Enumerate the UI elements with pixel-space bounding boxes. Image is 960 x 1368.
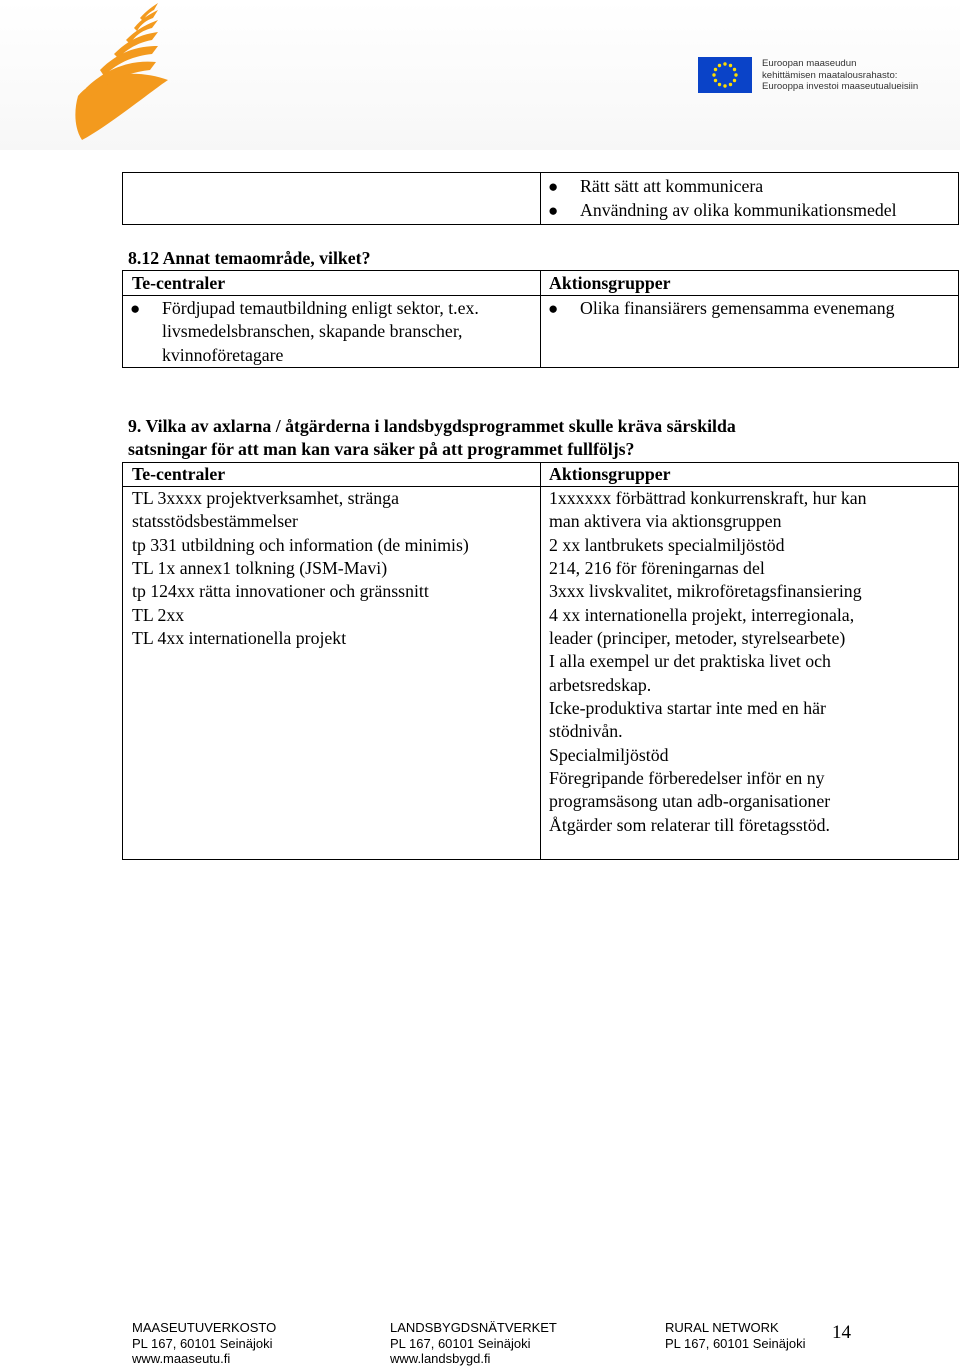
cell-line: tp 124xx rätta innovationer och gränssnitt xyxy=(132,581,429,601)
section-heading-line: 9. Vilka av axlarna / åtgärderna i landsbygdsprogrammet skulle kräva särskilda xyxy=(128,416,736,436)
cell-line: arbetsredskap. xyxy=(549,675,652,695)
list-item: Rätt sätt att kommunicera xyxy=(580,176,764,196)
list-item-line: livsmedelsbranschen, skapande branscher, xyxy=(162,321,463,341)
list-item-line: kvinnoföretagare xyxy=(162,345,284,365)
cell-line: tp 331 utbildning och information (de minimis) xyxy=(132,535,469,555)
leaf-logo-icon xyxy=(70,0,170,145)
eu-logo-line: Eurooppa investoi maaseutualueisiin xyxy=(762,81,919,92)
column-header: Te-centraler xyxy=(132,273,226,293)
cell-line: Föregripande förberedelser inför en ny xyxy=(549,768,825,788)
cell-line: Åtgärder som relaterar till företagsstöd. xyxy=(549,815,830,835)
section-heading-line: satsningar för att man kan vara säker på att programmet fullföljs? xyxy=(128,439,635,459)
table1-left-border xyxy=(122,172,123,225)
bullet-icon: ● xyxy=(548,177,559,196)
bullet-icon: ● xyxy=(548,299,559,318)
footer-column-rural-network xyxy=(665,1320,805,1351)
eu-logo-line: kehittämisen maatalousrahasto: xyxy=(762,69,898,81)
cell-line: TL 1x annex1 tolkning (JSM-Mavi) xyxy=(132,558,388,578)
cell-line: 214, 216 för föreningarnas del xyxy=(549,558,765,578)
cell-line: 2 xx lantbrukets specialmiljöstöd xyxy=(549,535,785,555)
footer-column-landsbygdsnatverket xyxy=(390,1320,557,1367)
column-header: Te-centraler xyxy=(132,464,226,484)
eu-flag-icon xyxy=(698,57,752,93)
eu-logo-line: Euroopan maaseudun xyxy=(762,58,857,69)
cell-line: man aktivera via aktionsgruppen xyxy=(549,511,782,531)
table3-left-border xyxy=(122,462,123,860)
table3-divider xyxy=(540,462,541,860)
cell-line: 3xxx livskvalitet, mikroföretagsfinansiering xyxy=(549,581,862,601)
cell-line: leader (principer, metoder, styrelsearbete) xyxy=(549,628,846,648)
table1-right-border xyxy=(958,172,959,225)
cell-line: Specialmiljöstöd xyxy=(549,745,669,765)
cell-line: stödnivån. xyxy=(549,721,623,741)
table1-divider xyxy=(540,172,541,225)
cell-line: I alla exempel ur det praktiska livet och xyxy=(549,651,831,671)
cell-line: programsäsong utan adb-organisationer xyxy=(549,791,831,811)
table2-divider xyxy=(540,270,541,368)
table2-left-border xyxy=(122,270,123,368)
footer-org-name: MAASEUTUVERKOSTO xyxy=(132,1320,277,1335)
eu-logo-text xyxy=(762,58,957,93)
footer-address: PL 167, 60101 Seinäjoki xyxy=(132,1335,273,1351)
section-heading: 8.12 Annat temaområde, vilket? xyxy=(128,248,371,268)
cell-line: Icke-produktiva startar inte med en här xyxy=(549,698,826,718)
cell-line: TL 2xx xyxy=(132,605,185,625)
footer-address: PL 167, 60101 Seinäjoki xyxy=(665,1335,806,1351)
cell-line: TL 4xx internationella projekt xyxy=(132,628,347,648)
column-header: Aktionsgrupper xyxy=(549,273,671,293)
cell-line: statsstödsbestämmelser xyxy=(132,511,298,531)
cell-line: 1xxxxxx förbättrad konkurrenskraft, hur kan xyxy=(549,488,867,508)
list-item: Användning av olika kommunikationsmedel xyxy=(580,200,897,220)
footer-column-maaseutuverkosto xyxy=(132,1320,276,1367)
bullet-icon: ● xyxy=(548,201,559,220)
cell-line: 4 xx internationella projekt, interregionala, xyxy=(549,605,855,625)
footer-org-name: LANDSBYGDSNÄTVERKET xyxy=(390,1320,557,1335)
bullet-icon: ● xyxy=(130,299,141,318)
column-header: Aktionsgrupper xyxy=(549,464,671,484)
table3-right-border xyxy=(958,462,959,860)
footer-org-name: RURAL NETWORK xyxy=(665,1320,779,1335)
page-number: 14 xyxy=(832,1322,851,1343)
footer-website: www.maaseutu.fi xyxy=(132,1351,231,1366)
table2-right-border xyxy=(958,270,959,368)
cell-line: TL 3xxxx projektverksamhet, stränga xyxy=(132,488,399,508)
footer-address: PL 167, 60101 Seinäjoki xyxy=(390,1335,531,1351)
list-item: Olika finansiärers gemensamma evenemang xyxy=(580,298,895,318)
footer-website: www.landsbygd.fi xyxy=(390,1351,491,1366)
list-item-line: Fördjupad temautbildning enligt sektor, t.ex. xyxy=(162,298,479,318)
